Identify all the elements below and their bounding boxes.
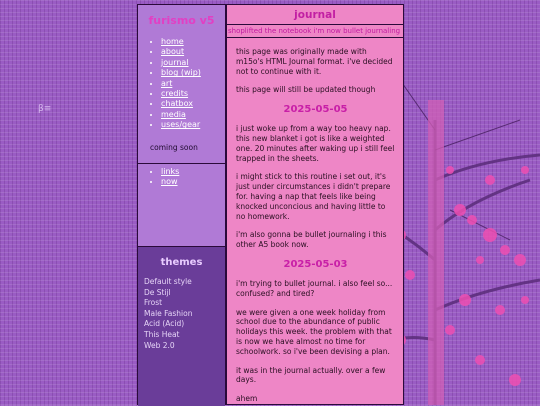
- theme-option-web-2[interactable]: Web 2.0: [144, 340, 175, 350]
- page-title: journal: [294, 9, 336, 21]
- nav-link-links[interactable]: links: [161, 166, 180, 176]
- background-glyph: β≡: [38, 104, 52, 114]
- nav-item: [161, 120, 225, 130]
- secondary-nav: [138, 164, 225, 188]
- entry-date: 2025-05-05: [283, 104, 348, 116]
- intro-paragraph: this page will still be updated though: [236, 85, 376, 95]
- nav-item: [161, 58, 225, 68]
- themes-panel: [138, 246, 225, 406]
- intro-paragraph: this page was originally made with m15o's HTML Journal format. i've decided not to continue with it.: [236, 47, 393, 76]
- nav-item: [161, 167, 225, 177]
- nav-item: [161, 177, 225, 187]
- journal-content: [227, 47, 403, 404]
- nav-link-chatbox[interactable]: chatbox: [161, 99, 193, 109]
- nav-link-now[interactable]: now: [161, 177, 178, 187]
- theme-option-this-heat[interactable]: This Heat: [144, 329, 180, 339]
- nav-item: [161, 37, 225, 47]
- theme-option-frost[interactable]: Frost: [144, 298, 163, 308]
- theme-option-default[interactable]: Default style: [144, 277, 192, 286]
- theme-option-acid[interactable]: Acid (Acid): [144, 319, 185, 329]
- nav-link-home[interactable]: home: [161, 37, 184, 46]
- nav-link-about[interactable]: about: [161, 47, 185, 57]
- nav-link-uses-gear[interactable]: uses/gear: [161, 120, 201, 130]
- entry-paragraph: i might stick to this routine i set out, it's just under circumstances i didn't prepare for. having a nap that feels like being knocked unconcious and having little to no homework.: [236, 172, 391, 221]
- nav-item: [161, 47, 225, 57]
- journal-panel: [226, 4, 404, 405]
- nav-item: [161, 68, 225, 78]
- nav-item: [161, 110, 225, 120]
- theme-option-male-fashion[interactable]: Male Fashion: [144, 308, 193, 318]
- entry-date: 2025-05-03: [283, 258, 348, 270]
- nav-item: [161, 99, 225, 109]
- nav-item: [161, 89, 225, 99]
- entry-paragraph: it was in the journal actually. over a few days.: [236, 365, 386, 385]
- marquee-banner: shoplifted the notebook i'm now bullet journaling: [227, 24, 403, 38]
- nav-item: [161, 79, 225, 89]
- sidebar: [137, 4, 226, 405]
- nav-link-art[interactable]: art: [161, 78, 173, 88]
- coming-soon-label: coming soon: [150, 142, 198, 152]
- main-nav: [138, 37, 225, 131]
- entry-paragraph: i'm trying to bullet journal. i also feel so... confused? and tired?: [236, 278, 393, 298]
- entry-paragraph: ahem: [236, 394, 258, 404]
- nav-link-media[interactable]: media: [161, 109, 186, 119]
- entry-paragraph: i'm also gonna be bullet journaling i this other A5 book now.: [236, 230, 387, 250]
- theme-option-de-stijl[interactable]: De Stijl: [144, 287, 171, 297]
- entry-paragraph: we were given a one week holiday from school due to the abundance of public holidays this week. the problem with that is now we have almost no time for schoolwork. so i've been devising a plan.: [236, 307, 392, 356]
- nav-link-blog[interactable]: blog (wip): [161, 68, 201, 78]
- entry-paragraph: i just woke up from a way too heavy nap. this new blanket i got is like a weighted one. 20 minutes after waking up i still feel trapped in the sheets.: [236, 124, 395, 163]
- themes-title: themes: [160, 257, 203, 268]
- nav-link-journal[interactable]: journal: [161, 57, 189, 67]
- nav-link-credits[interactable]: credits: [161, 89, 189, 99]
- site-title: furismo v5: [148, 14, 215, 27]
